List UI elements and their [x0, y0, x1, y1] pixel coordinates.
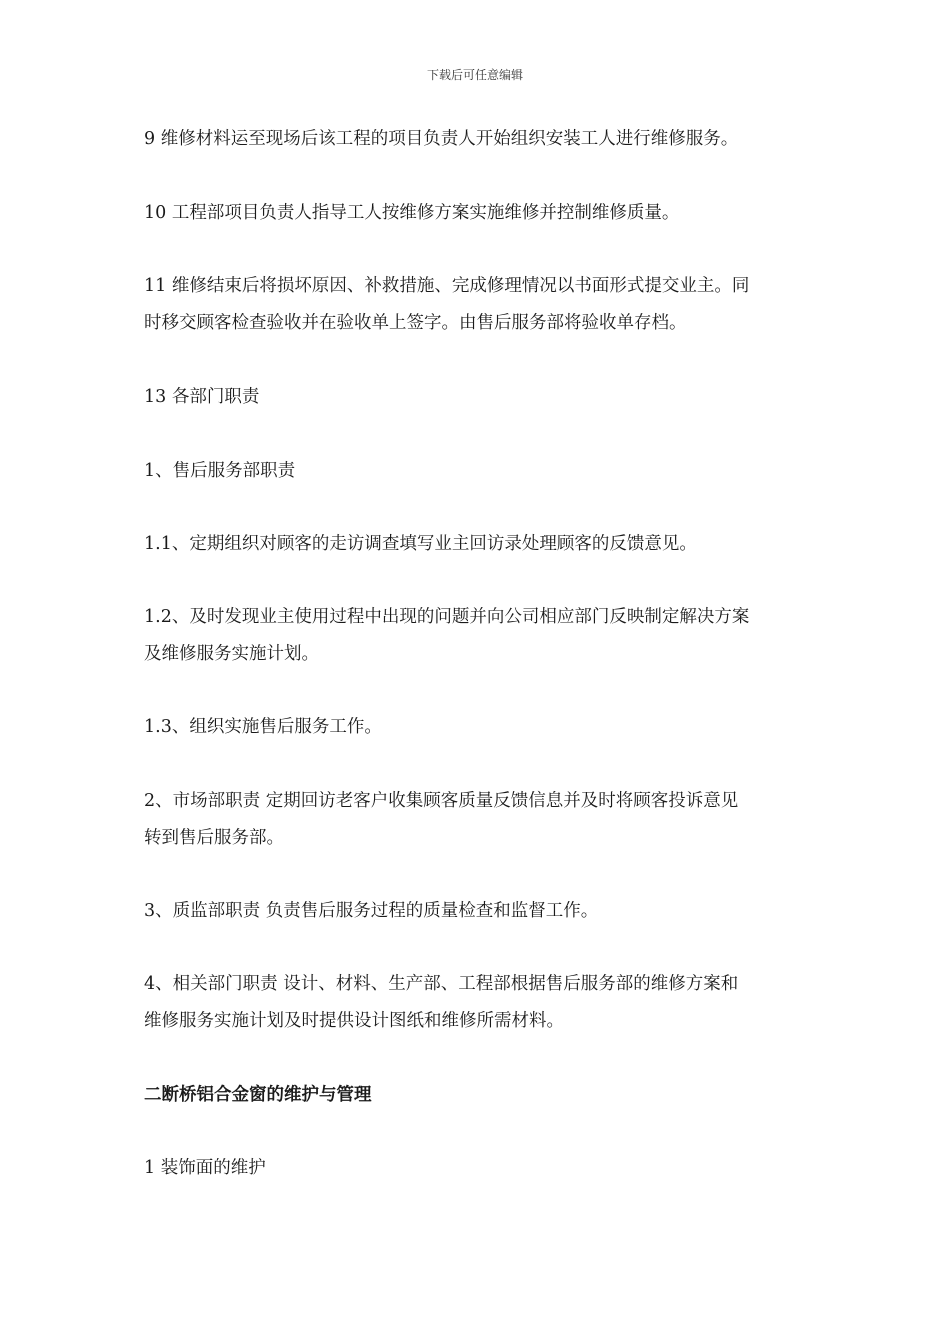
- item-2: [144, 783, 824, 857]
- text-line: 二断桥铝合金窗的维护与管理: [144, 1085, 372, 1105]
- text-line: 11 维修结束后将损坏原因、补救措施、完成修理情况以书面形式提交业主。同: [144, 276, 750, 296]
- text-line: 3、质监部职责 负责售后服务过程的质量检查和监督工作。: [144, 901, 599, 921]
- text-line: 及维修服务实施计划。: [144, 644, 319, 664]
- item-1-1: [144, 526, 824, 563]
- text-line: 时移交顾客检查验收并在验收单上签字。由售后服务部将验收单存档。: [144, 313, 687, 333]
- text-line: 9 维修材料运至现场后该工程的项目负责人开始组织安装工人进行维修服务。: [144, 129, 739, 149]
- section-heading-13: [144, 379, 824, 416]
- section-heading-2: [144, 1077, 824, 1114]
- item-4: [144, 966, 824, 1040]
- text-line: 2、市场部职责 定期回访老客户收集顾客质量反馈信息并及时将顾客投诉意见: [144, 791, 739, 811]
- paragraph-9: [144, 121, 824, 158]
- text-line: 1.1、定期组织对顾客的走访调查填写业主回访录处理顾客的反馈意见。: [144, 534, 697, 554]
- item-1-3: [144, 709, 824, 746]
- paragraph-11: [144, 268, 824, 342]
- text-line: 维修服务实施计划及时提供设计图纸和维修所需材料。: [144, 1011, 564, 1031]
- page-header-note: 下载后可任意编辑: [426, 68, 523, 82]
- subsection-1: [144, 453, 824, 490]
- item-3: [144, 893, 824, 930]
- text-line: 10 工程部项目负责人指导工人按维修方案实施维修并控制维修质量。: [144, 203, 680, 223]
- text-line: 转到售后服务部。: [144, 828, 284, 848]
- text-line: 13 各部门职责: [144, 387, 260, 407]
- item-1-2: [144, 599, 824, 673]
- paragraph-10: [144, 195, 824, 232]
- text-line: 1.2、及时发现业主使用过程中出现的问题并向公司相应部门反映制定解决方案: [144, 607, 750, 627]
- text-line: 1 装饰面的维护: [144, 1158, 266, 1178]
- text-line: 4、相关部门职责 设计、材料、生产部、工程部根据售后服务部的维修方案和: [144, 974, 739, 994]
- subsection-decor-maintenance: [144, 1150, 824, 1187]
- text-line: 1、售后服务部职责: [144, 461, 296, 481]
- text-line: 1.3、组织实施售后服务工作。: [144, 717, 382, 737]
